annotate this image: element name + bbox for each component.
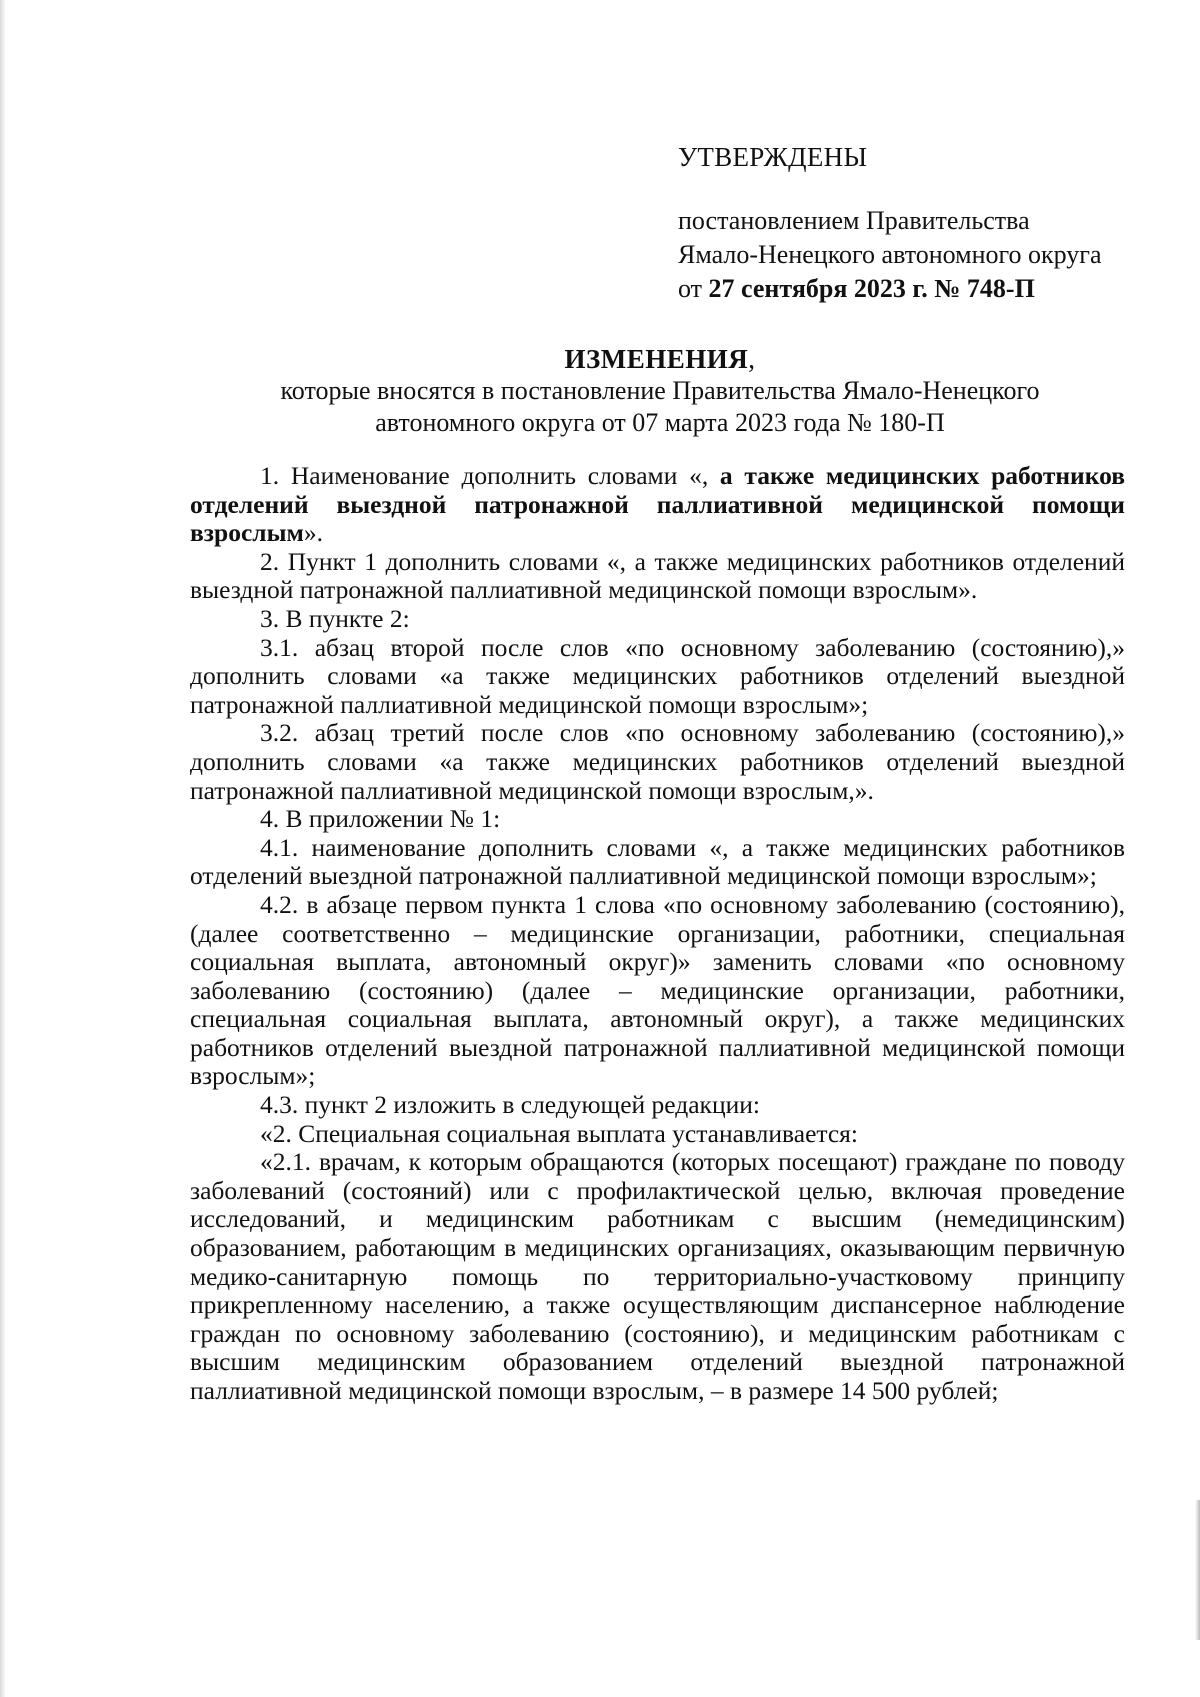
paragraph-4-3-quote-1: «2. Специальная социальная выплата устанавливается: [260,1118,858,1148]
document-title-comma: , [748,344,756,374]
paragraph-3-1: 3.1. абзац второй после слов «по основному заболеванию (состоянию),» дополнить словами «а также медицинских работников отделений выездной патронажной паллиативной медицинской помощи взрослым»; [190,632,1125,719]
paragraph-1-plain: 1. Наименование дополнить словами «, [260,461,720,490]
approval-date-number: 27 сентября 2023 г. № 748-П [708,274,1035,303]
paragraph-2: 2. Пункт 1 дополнить словами «, а также медицинских работников отделений выездной патронажной паллиативной медицинской помощи взрослым». [190,546,1125,605]
paragraph-3: 3. В пункте 2: [260,603,410,633]
paragraph-4-2: 4.2. в абзаце первом пункта 1 слова «по основному заболеванию (состоянию), (далее соответственно – медицинские организации, работники, специальная социальная выплата, автономный округ)» заменить словами «по основному заболеванию (состоянию) (далее – медицинские организации, работники, специальная социальная выплата, автономный округ), а также медицинских работников отделений выездной патронажной паллиативной медицинской помощи взрослым»; [190,889,1125,1091]
paragraph-3-2: 3.2. абзац третий после слов «по основному заболеванию (состоянию),» дополнить словами «а также медицинских работников отделений выездной патронажной паллиативной медицинской помощи взрослым,». [190,718,1125,805]
scan-edge-left [0,0,6,1697]
approval-date-prefix: от [678,274,703,303]
document-title-block [190,343,1130,439]
document-title-text: ИЗМЕНЕНИЯ [564,344,749,374]
paragraph-1 [190,462,1125,548]
document-title [190,343,1130,375]
scan-edge-right [1195,1500,1200,1640]
approval-date-line [678,272,1118,306]
approval-line-2: Ямало-Ненецкого автономного округа [678,240,1102,269]
document-body [190,462,1125,1406]
approval-stamp-block [678,140,1118,306]
paragraph-4: 4. В приложении № 1: [260,804,501,834]
paragraph-4-1: 4.1. наименование дополнить словами «, а также медицинских работников отделений выездной патронажной паллиативной медицинской помощи взрослым»; [190,832,1125,891]
paragraph-4-3: 4.3. пункт 2 изложить в следующей редакции: [260,1090,760,1120]
paragraph-4-3-quote-2: «2.1. врачам, к которым обращаются (которых посещают) граждане по поводу заболеваний (состояний) или с профилактической целью, включая проведение исследований, и медицинским работникам с высшим (немедицинским) образованием, работающим в медицинских организациях, оказывающим первичную медико-санитарную помощь по территориально-участковому принципу прикрепленному населению, а также осуществляющим диспансерное наблюдение граждан по основному заболеванию (состоянию), и медицинским работникам с высшим медицинским образованием отделений выездной патронажной паллиативной медицинской помощи взрослым, – в размере 14 500 рублей; [190,1147,1125,1405]
document-subtitle-line-2: автономного округа от 07 марта 2023 года № 180-П [375,408,945,437]
approval-heading: УТВЕРЖДЕНЫ [678,142,868,172]
document-subtitle-line-1: которые вносятся в постановление Правительства Ямало-Ненецкого [280,376,1040,405]
paragraph-1-bold: а также медицинских работников отделений выездной патронажной паллиативной медицинской помощи взрослым [190,461,1125,548]
approval-line-1: постановлением Правительства [678,206,1030,235]
paragraph-1-end: ». [303,518,323,548]
